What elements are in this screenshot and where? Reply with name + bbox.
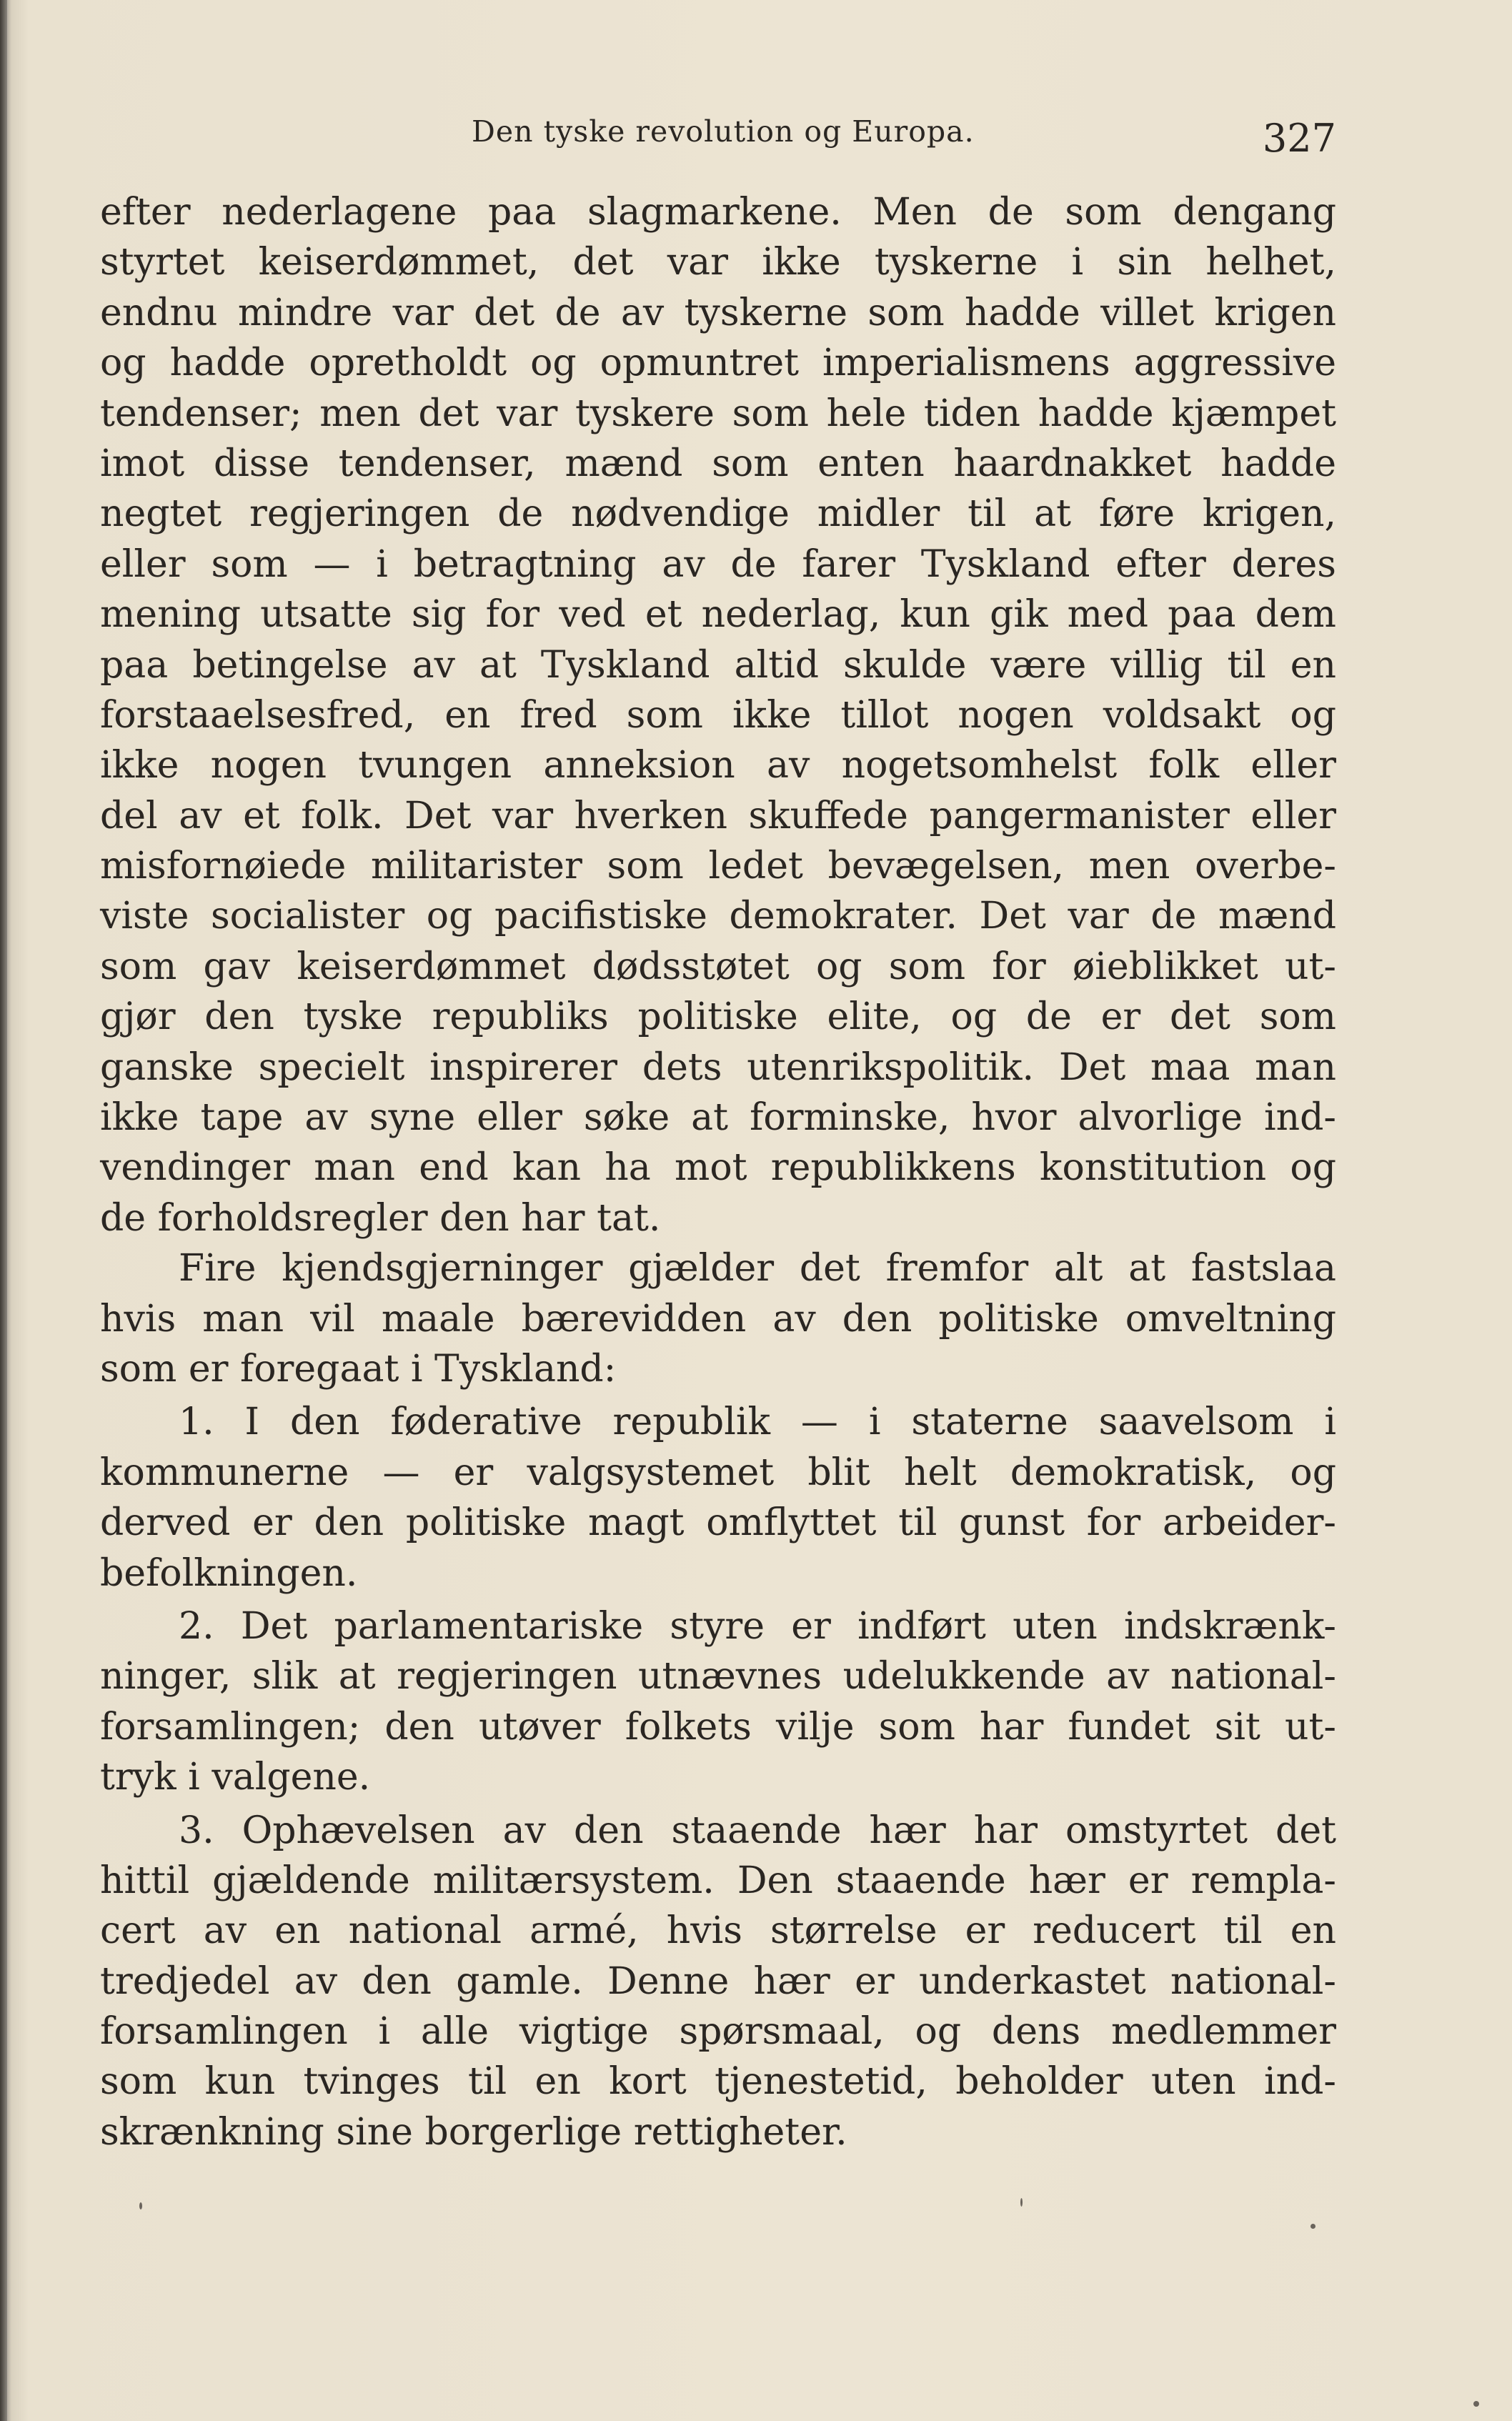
body-text [100,187,1336,2157]
text-line: viste socialister og pacifistiske demokrater. Det var de mænd [100,895,1336,938]
text-line: forstaaelsesfred, en fred som ikke tillot nogen voldsakt og [100,693,1336,737]
text-line: som gav keiserdømmet dødsstøtet og som for øieblikket ut- [100,945,1336,988]
paragraph-end-line: tryk i valgene. [100,1756,371,1799]
text-line: misfornøiede militarister som ledet bevægelsen, men overbe- [100,845,1336,888]
text-line: som kun tvinges til en kort tjenestetid, beholder uten ind- [100,2060,1336,2104]
paper-speck [1473,2401,1479,2407]
text-line: ganske specielt inspirerer dets utenrikspolitik. Det maa man [100,1045,1336,1089]
text-line: ikke tape av syne eller søke at forminske, hvor alvorlige ind- [100,1096,1336,1140]
text-line: imot disse tendenser, mænd som enten haardnakket hadde [100,442,1336,485]
list-item-1-start: 1. I den føderative republik — i staterne saavelsom i [179,1401,1336,1444]
text-line: gjør den tyske republiks politiske elite, og de er det som [100,995,1336,1039]
text-line: mening utsatte sig for ved et nederlag, kun gik med paa dem [100,593,1336,637]
paper-speck [1020,2198,1023,2207]
paragraph-end-line: som er foregaat i Tyskland: [100,1347,617,1391]
text-line: del av et folk. Det var hverken skuffede pangermanister eller [100,794,1336,837]
text-line: negtet regjeringen de nødvendige midler til at føre krigen, [100,492,1336,536]
text-line: derved er den politiske magt omflyttet til gunst for arbeider- [100,1501,1336,1545]
text-line: hittil gjældende militærsystem. Den staaende hær er rempla- [100,1859,1336,1902]
text-line: vendinger man end kan ha mot republikkens konstitution og [100,1146,1336,1190]
text-line: forsamlingen i alle vigtige spørsmaal, og dens medlemmer [100,2010,1336,2054]
text-line: og hadde opretholdt og opmuntret imperialismens aggressive [100,342,1336,385]
text-line: kommunerne — er valgsystemet blit helt demokratisk, og [100,1451,1336,1494]
list-item-3-start: 3. Ophævelsen av den staaende hær har omstyrtet det [179,1809,1336,1852]
list-item-2-start: 2. Det parlamentariske styre er indført uten indskrænk- [179,1604,1336,1648]
text-line: tendenser; men det var tyskere som hele tiden hadde kjæmpet [100,392,1336,435]
page-spine-shadow [0,0,7,2421]
paragraph-end-line: de forholdsregler den har tat. [100,1196,661,1240]
paper-speck [1310,2224,1315,2229]
paragraph-end-line: befolkningen. [100,1551,358,1595]
page-header [100,107,1336,171]
text-line: forsamlingen; den utøver folkets vilje som har fundet sit ut- [100,1705,1336,1749]
text-line: paa betingelse av at Tyskland altid skulde være villig til en [100,643,1336,687]
paragraph-end-line: skrænkning sine borgerlige rettigheter. [100,2110,847,2154]
text-line: styrtet keiserdømmet, det var ikke tyskerne i sin helhet, [100,241,1336,284]
text-line: tredjedel av den gamle. Denne hær er underkastet national- [100,1959,1336,2003]
running-title: Den tyske revolution og Europa. [472,114,975,149]
paragraph-start-line: Fire kjendsgjerninger gjælder det fremfor alt at fastslaa [179,1247,1336,1291]
text-line: endnu mindre var det de av tyskerne som hadde villet krigen [100,291,1336,334]
text-line: eller som — i betragtning av de farer Tyskland efter deres [100,542,1336,586]
text-line: ninger, slik at regjeringen utnævnes udelukkende av national- [100,1655,1336,1699]
text-line: ikke nogen tvungen anneksion av nogetsomhelst folk eller [100,744,1336,787]
paper-speck [139,2202,142,2209]
text-line: hvis man vil maale bærevidden av den politiske omveltning [100,1297,1336,1341]
page-number: 327 [1262,116,1336,161]
text-line: cert av en national armé, hvis størrelse er reducert til en [100,1909,1336,1953]
text-line: efter nederlagene paa slagmarkene. Men de som dengang [100,191,1336,234]
